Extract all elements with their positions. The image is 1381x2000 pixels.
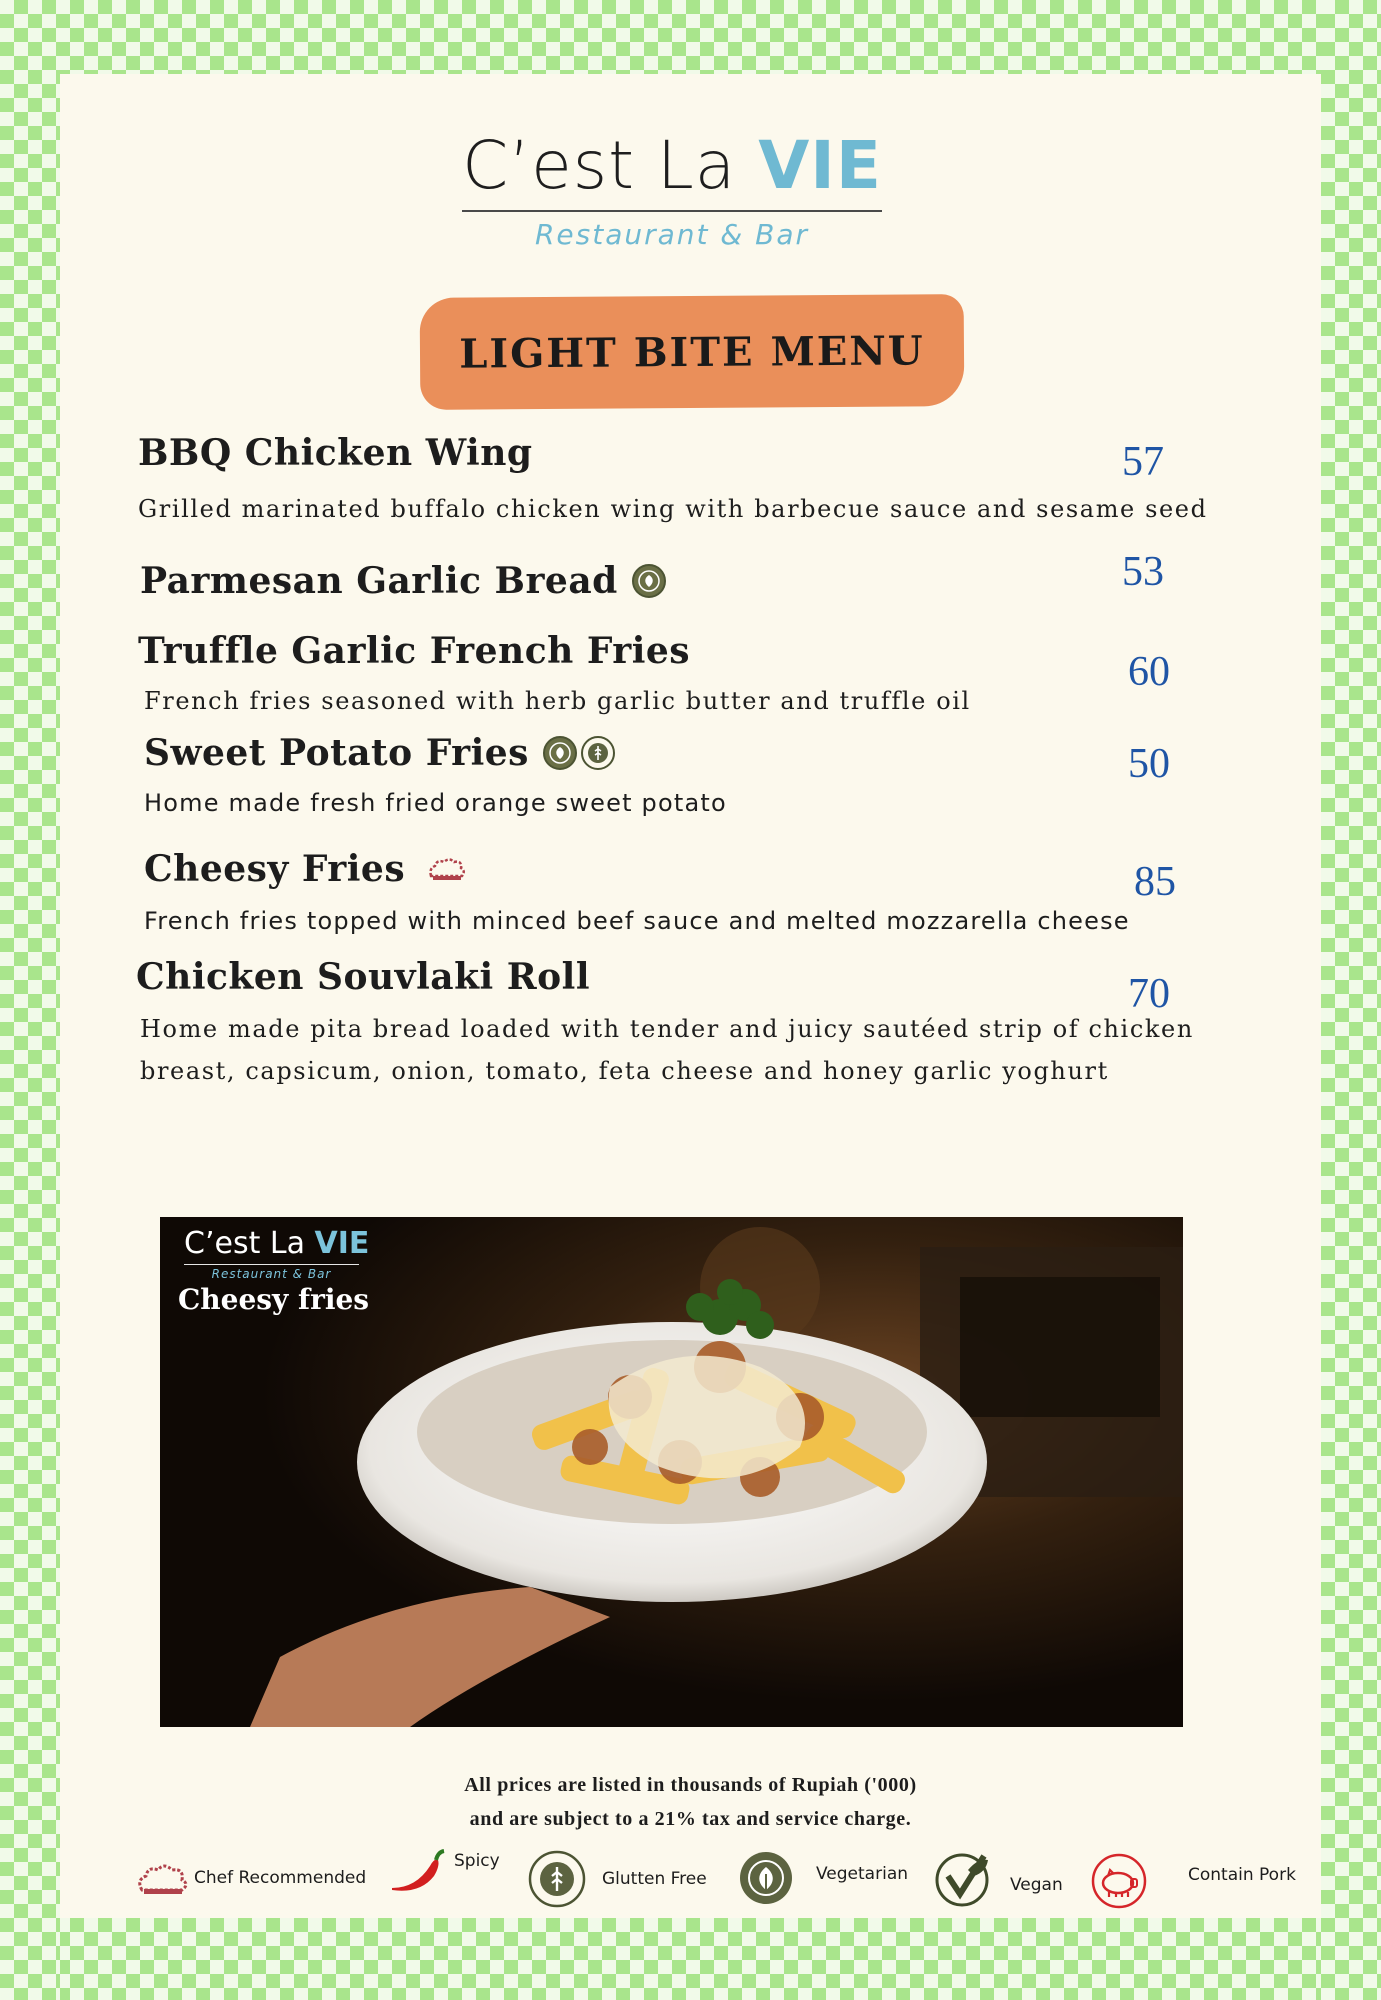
legend-label: Vegetarian [816, 1864, 909, 1884]
logo-divider [462, 210, 882, 212]
item-price: 57 [1122, 439, 1164, 485]
legend-spicy [386, 1848, 500, 1894]
gluten-free-icon [581, 736, 615, 770]
checkered-border-left [0, 0, 60, 2000]
legend-label: Glutten Free [602, 1869, 707, 1889]
item-description: Home made pita bread loaded with tender and juicy sautéed strip of chicken [140, 1015, 1194, 1043]
price-note-line-1: All prices are listed in thousands of Rupiah ('000) [464, 1774, 917, 1796]
pig-icon [1090, 1852, 1148, 1910]
item-price: 50 [1128, 741, 1170, 787]
legend-gluten-free [528, 1850, 707, 1908]
item-name [136, 956, 590, 998]
legend-label: Vegan [1010, 1875, 1063, 1895]
cheesy-fries-photo [160, 1217, 1183, 1727]
item-description: French fries seasoned with herb garlic butter and truffle oil [144, 687, 971, 715]
photo-caption: Cheesy fries [178, 1283, 370, 1316]
legend-label: Spicy [454, 1851, 500, 1871]
legend-label: Contain Pork [1188, 1865, 1296, 1885]
item-name-text: Sweet Potato Fries [144, 732, 529, 774]
item-price: 53 [1122, 549, 1164, 595]
photo-brand-name [184, 1225, 370, 1263]
item-name [144, 732, 615, 774]
legend-contain-pork [1090, 1852, 1296, 1910]
vegan-icon [934, 1850, 994, 1908]
photo-brand-logo [184, 1225, 370, 1281]
brand-subtitle: Restaurant & Bar [534, 218, 810, 251]
item-name-text: BBQ Chicken Wing [138, 432, 533, 474]
vegetarian-icon [738, 1850, 794, 1906]
legend-label: Chef Recommended [194, 1868, 367, 1888]
brand-logo [462, 126, 882, 251]
vegetarian-icon [543, 736, 577, 770]
item-price: 70 [1128, 971, 1170, 1017]
vegetarian-icon [632, 564, 666, 598]
brand-name [462, 126, 882, 206]
item-name-text: Cheesy Fries [144, 848, 406, 890]
item-name [138, 432, 533, 474]
chef-recommended-icon [427, 856, 467, 882]
item-description: breast, capsicum, onion, tomato, feta cheese and honey garlic yoghurt [140, 1057, 1109, 1085]
legend-chef-recommended [132, 1858, 366, 1898]
checkered-border-bottom [0, 1918, 1381, 2000]
chili-pepper-icon [386, 1848, 446, 1894]
item-price: 85 [1134, 859, 1176, 905]
item-name-text: Parmesan Garlic Bread [140, 560, 618, 602]
item-price: 60 [1128, 649, 1170, 695]
photo-brand-subtitle: Restaurant & Bar [211, 1267, 332, 1281]
menu-title: LIGHT BITE MENU [459, 326, 925, 378]
item-description: French fries topped with minced beef sauce and melted mozzarella cheese [144, 907, 1130, 935]
checkered-border-right [1321, 0, 1381, 2000]
photo-brand-part2: VIE [314, 1226, 370, 1261]
legend-vegetarian [738, 1850, 908, 1906]
checkered-border-top [0, 0, 1381, 74]
gluten-free-icon [528, 1850, 586, 1908]
price-note-line-2: and are subject to a 21% tax and service charge. [469, 1808, 912, 1830]
item-name-text: Truffle Garlic French Fries [138, 630, 691, 672]
item-name-text: Chicken Souvlaki Roll [136, 956, 591, 998]
item-description: Home made fresh fried orange sweet potato [144, 789, 727, 817]
item-name [144, 848, 467, 890]
item-name [138, 630, 690, 672]
chef-recommended-icon [132, 1858, 194, 1898]
item-name [140, 560, 666, 602]
brand-name-part1: C’est La [462, 127, 759, 204]
photo-brand-part1: C’est La [184, 1226, 315, 1261]
brand-name-part2: VIE [758, 127, 882, 204]
menu-title-banner [420, 294, 965, 410]
photo-logo-divider [184, 1264, 359, 1265]
item-description: Grilled marinated buffalo chicken wing with barbecue sauce and sesame seed [138, 495, 1208, 523]
legend-vegan [934, 1850, 1063, 1908]
